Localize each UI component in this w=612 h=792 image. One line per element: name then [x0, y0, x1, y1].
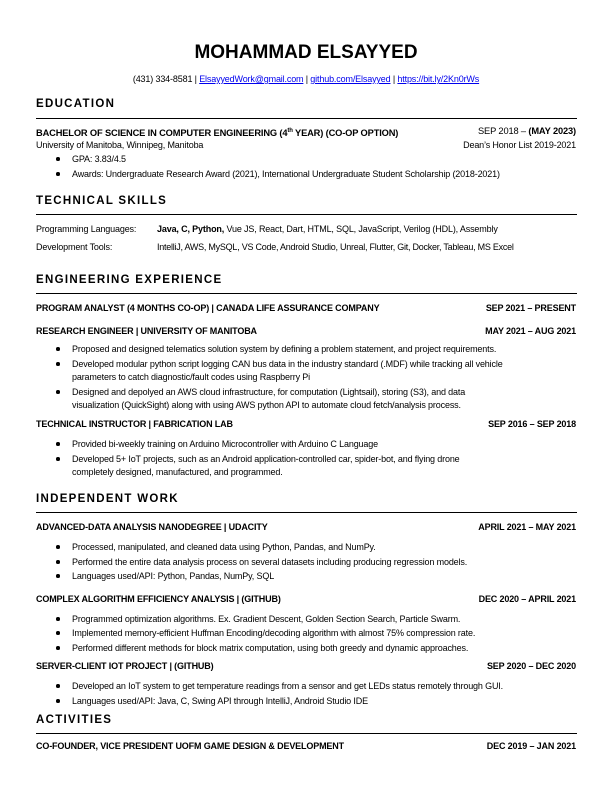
candidate-name: MOHAMMAD ELSAYYED [194, 42, 418, 63]
list-item: Provided bi-weekly training on Arduino Microcontroller with Arduino C Language [72, 439, 378, 449]
bullet-icon [56, 574, 60, 578]
bullet-icon [56, 172, 60, 176]
list-item: Programmed optimization algorithms. Ex. Gradient Descent, Golden Section Search, Particle Swarm. [72, 614, 461, 624]
section-title-education: EDUCATION [36, 98, 116, 110]
divider [36, 293, 577, 294]
divider [36, 733, 577, 734]
bullet-icon [56, 347, 60, 351]
bullet-icon [56, 699, 60, 703]
entry-date: DEC 2019 – JAN 2021 [486, 741, 576, 751]
entry-date: SEP 2016 – SEP 2018 [488, 419, 576, 429]
school: University of Manitoba, Winnipeg, Manitoba [36, 140, 204, 150]
section-title: ENGINEERING EXPERIENCE [36, 274, 223, 286]
bullet-icon [56, 442, 60, 446]
entry-date: APRIL 2021 – MAY 2021 [478, 522, 576, 532]
divider [36, 118, 577, 119]
list-item: visualization (QuickSight) along with using AWS python API to automate cloud fetch/analysis process. [72, 400, 461, 410]
list-item: Proposed and designed telematics solution system by defining a problem statement, and project requirements. [72, 344, 497, 354]
section-title-skills: TECHNICAL SKILLS [36, 195, 168, 207]
list-item: Developed an IoT system to get temperature readings from a sensor and get LEDs status remotely through GUI. [72, 681, 504, 691]
entry-date: MAY 2021 – AUG 2021 [485, 326, 576, 336]
entry-title: COMPLEX ALGORITHM EFFICIENCY ANALYSIS | (GITHUB) [36, 594, 281, 604]
entry-title: RESEARCH ENGINEER | UNIVERSITY OF MANITOBA [36, 326, 257, 336]
entry-title: CO-FOUNDER, VICE PRESIDENT UOFM GAME DESIGN & DEVELOPMENT [36, 741, 344, 751]
degree-date: SEP 2018 – (MAY 2023) [478, 126, 576, 136]
github-link[interactable]: github.com/Elsayyed [310, 74, 391, 84]
bullet-icon [56, 631, 60, 635]
honor: Dean’s Honor List 2019-2021 [463, 140, 576, 150]
entry-title: SERVER-CLIENT IOT PROJECT | (GITHUB) [36, 661, 214, 671]
list-item: Awards: Undergraduate Research Award (2021), International Undergraduate Student Scholarship (2018-2021) [72, 169, 500, 179]
divider [36, 214, 577, 215]
bullet-icon [56, 157, 60, 161]
list-item: Implemented memory-efficient Huffman Encoding/decoding algorithm with almost 75% compression rate. [72, 628, 476, 638]
entry-date: DEC 2020 – APRIL 2021 [478, 594, 576, 604]
divider [36, 512, 577, 513]
contact-line: (431) 334-8581 | ElsayyedWork@gmail.com | github.com/Elsayyed | https://bit.ly/2Kn0rWs [132, 74, 480, 84]
bullet-icon [56, 362, 60, 366]
list-item: Designed and depolyed an AWS cloud infrastructure, for computation (Lightsail), storing (S3), and data [72, 387, 466, 397]
phone: (431) 334-8581 [132, 74, 193, 84]
section-title: ACTIVITIES [36, 714, 113, 726]
list-item: Performed different methods for block matrix computation, using both greedy and dynamic approaches. [72, 643, 469, 653]
entry-date: SEP 2020 – DEC 2020 [486, 661, 576, 671]
bullet-icon [56, 545, 60, 549]
bullet-icon [56, 457, 60, 461]
bullet-icon [56, 560, 60, 564]
bullet-icon [56, 684, 60, 688]
bullet-icon [56, 617, 60, 621]
list-item: completely designed, manufactured, and programmed. [72, 467, 283, 477]
short-link[interactable]: https://bit.ly/2Kn0rWs [397, 74, 480, 84]
skill-label: Programming Languages: [36, 224, 137, 234]
skill-value: Java, C, Python, Vue JS, React, Dart, HTML, SQL, JavaScript, Verilog (HDL), Assembly [157, 224, 498, 234]
list-item: Languages used/API: Python, Pandas, NumPy, SQL [72, 571, 275, 581]
list-item: Performed the entire data analysis process on several datasets including producing regression models. [72, 557, 468, 567]
list-item: Processed, manipulated, and cleaned data using Python, Pandas, and NumPy. [72, 542, 376, 552]
email-link[interactable]: ElsayyedWork@gmail.com [199, 74, 304, 84]
bullet-icon [56, 646, 60, 650]
entry-title: PROGRAM ANALYST (4 MONTHS CO-OP) | CANADA LIFE ASSURANCE COMPANY [36, 303, 380, 313]
entry-title: TECHNICAL INSTRUCTOR | FABRICATION LAB [36, 419, 233, 429]
list-item: parameters to catch diagnostic/fault codes using Raspberry Pi [72, 372, 310, 382]
section-title: INDEPENDENT WORK [36, 493, 179, 505]
bullet-icon [56, 390, 60, 394]
list-item: Developed 5+ IoT projects, such as an Android application-controlled car, spider-bot, and flying drone [72, 454, 460, 464]
degree-title: BACHELOR OF SCIENCE IN COMPUTER ENGINEERING (4th YEAR) (CO-OP OPTION) [36, 128, 399, 139]
entry-date: SEP 2021 – PRESENT [485, 303, 576, 313]
skill-value: IntelliJ, AWS, MySQL, VS Code, Android Studio, Unreal, Flutter, Git, Docker, Tableau, MS Excel [157, 242, 514, 252]
list-item: Languages used/API: Java, C, Swing API through IntelliJ, Android Studio IDE [72, 696, 368, 706]
list-item: Developed modular python script logging CAN bus data in the industry standard (.MDF) while tracking all vehicle [72, 359, 503, 369]
skill-label: Development Tools: [36, 242, 113, 252]
list-item: GPA: 3.83/4.5 [72, 154, 126, 164]
entry-title: ADVANCED-DATA ANALYSIS NANODEGREE | UDACITY [36, 522, 268, 532]
